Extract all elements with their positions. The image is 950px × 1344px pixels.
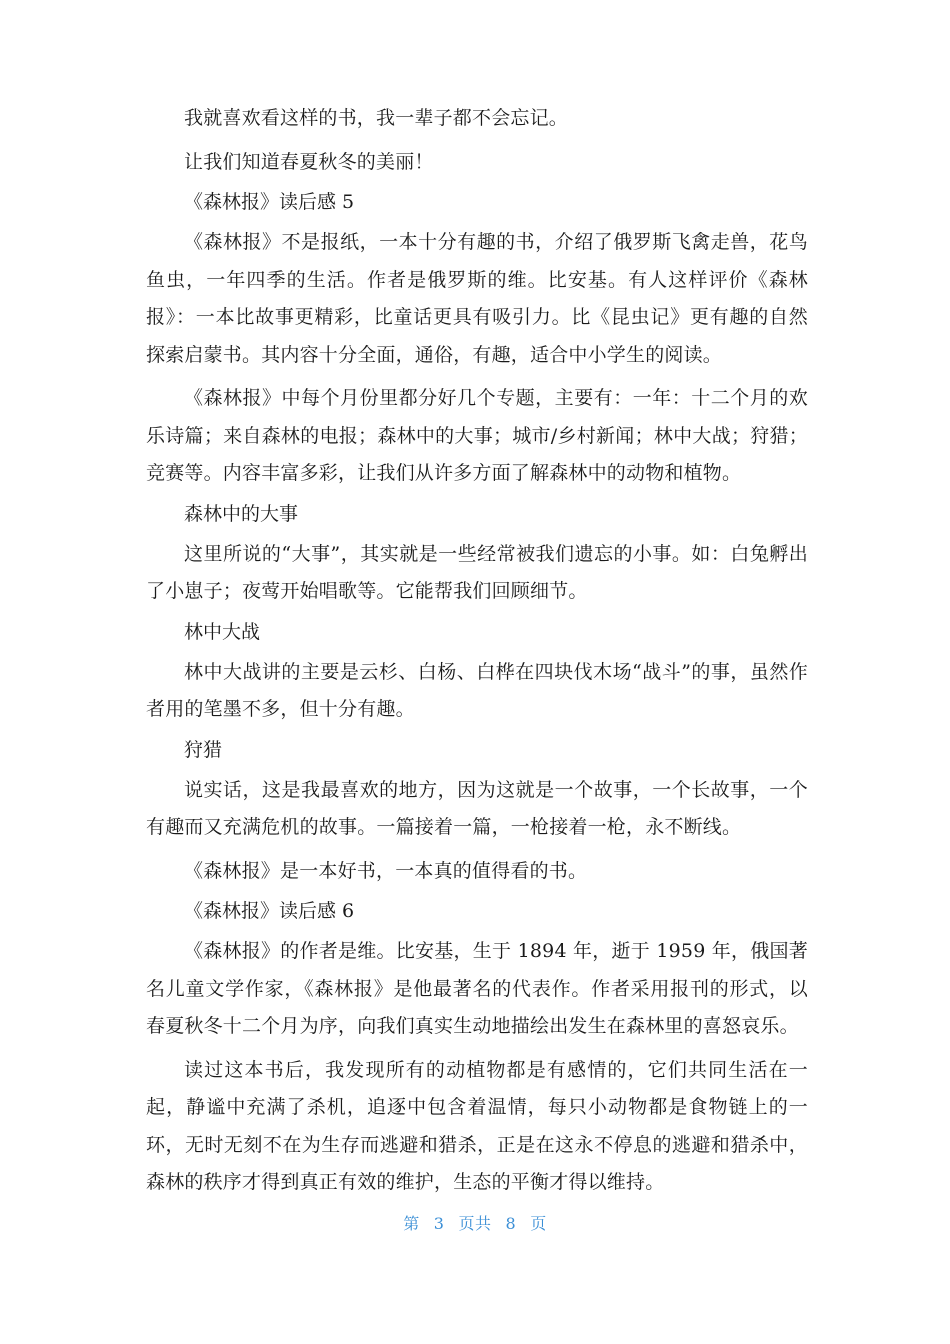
paragraph: 读过这本书后，我发现所有的动植物都是有感情的，它们共同生活在一起，静谧中充满了杀机，追逐中包含着温情，每只小动物都是食物链上的一环，无时无刻不在为生存而逃避和猎杀，正是在这永不停息的逃避和猎杀中，森林的秩序才得到真正有效的维护，生态的平衡才得以维持。 (146, 1058, 808, 1193)
footer-prefix: 第 (403, 1214, 420, 1233)
page-footer (0, 1211, 950, 1234)
document-body (146, 100, 808, 1208)
paragraph: 这里所说的“大事”，其实就是一些经常被我们遗忘的小事。如：白兔孵出了小崽子；夜莺开始唱歌等。它能帮我们回顾细节。 (146, 542, 808, 602)
paragraph: 让我们知道春夏秋冬的美丽！ (184, 150, 434, 173)
footer-page-number: 3 (433, 1214, 445, 1233)
section-heading: 林中大战 (184, 620, 261, 643)
section-heading: 《森林报》读后感 6 (184, 900, 355, 922)
paragraph: 《森林报》的作者是维。比安基，生于 1894 年，逝于 1959 年，俄国著名儿童文学作家，《森林报》是他最著名的代表作。作者采用报刊的形式，以春夏秋冬十二个月为序，向我们真实生动地描绘出发生在森林里的喜怒哀乐。 (146, 940, 808, 1037)
footer-total-pages: 8 (505, 1214, 517, 1233)
paragraph: 《森林报》不是报纸，一本十分有趣的书，介绍了俄罗斯飞禽走兽，花鸟鱼虫，一年四季的生活。作者是俄罗斯的维。比安基。有人这样评价《森林报》：一本比故事更精彩，比童话更具有吸引力。比《昆虫记》更有趣的自然探索启蒙书。其内容十分全面，通俗，有趣，适合中小学生的阅读。 (146, 231, 808, 366)
paragraph: 林中大战讲的主要是云杉、白杨、白桦在四块伐木场“战斗”的事，虽然作者用的笔墨不多，但十分有趣。 (146, 660, 808, 720)
paragraph: 《森林报》中每个月份里都分好几个专题，主要有：一年：十二个月的欢乐诗篇；来自森林的电报；森林中的大事；城市/乡村新闻；林中大战；狩猎；竞赛等。内容丰富多彩，让我们从许多方面了解森林中的动物和植物。 (146, 387, 808, 484)
section-heading: 狩猎 (184, 738, 223, 761)
footer-suffix: 页 (530, 1214, 547, 1233)
footer-middle: 页共 (458, 1214, 492, 1233)
paragraph: 我就喜欢看这样的书，我一辈子都不会忘记。 (184, 107, 569, 129)
section-heading: 《森林报》读后感 5 (184, 191, 355, 213)
paragraph: 《森林报》是一本好书，一本真的值得看的书。 (184, 859, 588, 882)
section-heading: 森林中的大事 (184, 502, 299, 525)
paragraph: 说实话，这是我最喜欢的地方，因为这就是一个故事，一个长故事，一个有趣而又充满危机的故事。一篇接着一篇，一枪接着一枪，永不断线。 (146, 778, 808, 838)
